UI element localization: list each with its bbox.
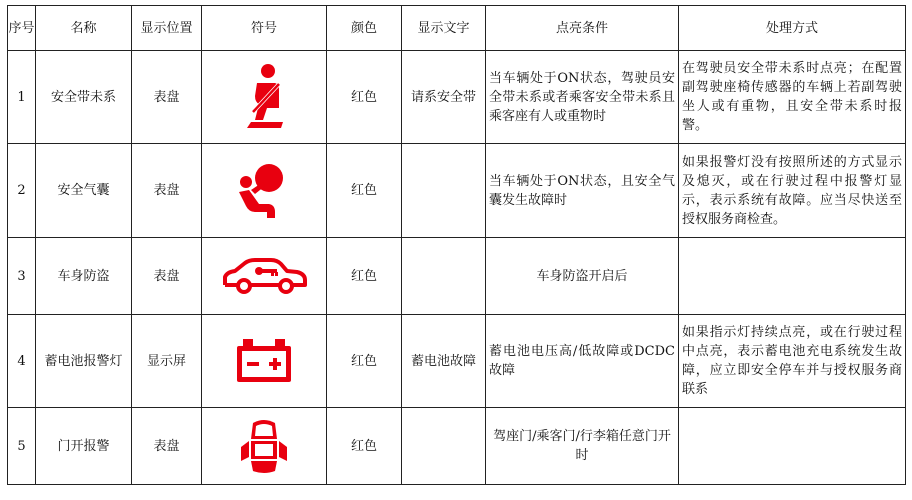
row-name: 蓄电池报警灯: [36, 315, 132, 408]
row-no: 3: [8, 238, 36, 315]
row-display-text: [402, 238, 486, 315]
header-location: 显示位置: [132, 6, 202, 51]
row-display-text: [402, 408, 486, 485]
row-symbol: [202, 238, 327, 315]
row-color: 红色: [327, 408, 402, 485]
row-display-text: 请系安全带: [402, 51, 486, 144]
row-name: 车身防盗: [36, 238, 132, 315]
header-display-text: 显示文字: [402, 6, 486, 51]
row-no: 4: [8, 315, 36, 408]
row-name: 安全带未系: [36, 51, 132, 144]
row-color: 红色: [327, 238, 402, 315]
row-condition: 当车辆处于ON状态，驾驶员安全带未系或者乘客安全带未系且乘客座有人或重物时: [486, 51, 679, 144]
header-action: 处理方式: [679, 6, 906, 51]
row-color: 红色: [327, 315, 402, 408]
row-no: 5: [8, 408, 36, 485]
door-open-icon: [239, 417, 289, 475]
row-location: 显示屏: [132, 315, 202, 408]
row-condition: 车身防盗开启后: [486, 238, 679, 315]
row-location: 表盘: [132, 238, 202, 315]
row-location: 表盘: [132, 408, 202, 485]
row-no: 1: [8, 51, 36, 144]
row-symbol: [202, 408, 327, 485]
warning-light-table: [7, 5, 906, 485]
header-symbol: 符号: [202, 6, 327, 51]
row-no: 2: [8, 144, 36, 238]
row-location: 表盘: [132, 144, 202, 238]
row-condition: 驾座门/乘客门/行李箱任意门开时: [486, 408, 679, 485]
row-symbol: [202, 144, 327, 238]
table-row: [8, 238, 906, 315]
seatbelt-icon: [235, 62, 293, 132]
row-condition: 蓄电池电压高/低故障或DCDC故障: [486, 315, 679, 408]
row-name: 安全气囊: [36, 144, 132, 238]
airbag-icon: [233, 160, 295, 222]
row-action: 如果指示灯持续点亮，或在行驶过程中点亮，表示蓄电池充电系统发生故障，应立即安全停车并与授权服务商联系: [679, 315, 906, 408]
header-no: 序号: [8, 6, 36, 51]
header-color: 颜色: [327, 6, 402, 51]
car-key-icon: [219, 255, 309, 297]
row-location: 表盘: [132, 51, 202, 144]
header-row: [8, 6, 906, 51]
row-name: 门开报警: [36, 408, 132, 485]
table-row: [8, 144, 906, 238]
row-action: 在驾驶员安全带未系时点亮；在配置副驾驶座椅传感器的车辆上若副驾驶坐人或有重物，且安全带未系时报警。: [679, 51, 906, 144]
battery-icon: [233, 335, 295, 387]
row-action: 如果报警灯没有按照所述的方式显示及熄灭，或在行驶过程中报警灯显示，表示系统有故障。应当尽快送至授权服务商检查。: [679, 144, 906, 238]
row-symbol: [202, 51, 327, 144]
row-action: [679, 408, 906, 485]
header-condition: 点亮条件: [486, 6, 679, 51]
table-row: [8, 408, 906, 485]
row-display-text: [402, 144, 486, 238]
header-name: 名称: [36, 6, 132, 51]
row-color: 红色: [327, 144, 402, 238]
table-row: [8, 51, 906, 144]
row-color: 红色: [327, 51, 402, 144]
row-action: [679, 238, 906, 315]
row-condition: 当车辆处于ON状态，且安全气囊发生故障时: [486, 144, 679, 238]
table-row: [8, 315, 906, 408]
row-symbol: [202, 315, 327, 408]
row-display-text: 蓄电池故障: [402, 315, 486, 408]
